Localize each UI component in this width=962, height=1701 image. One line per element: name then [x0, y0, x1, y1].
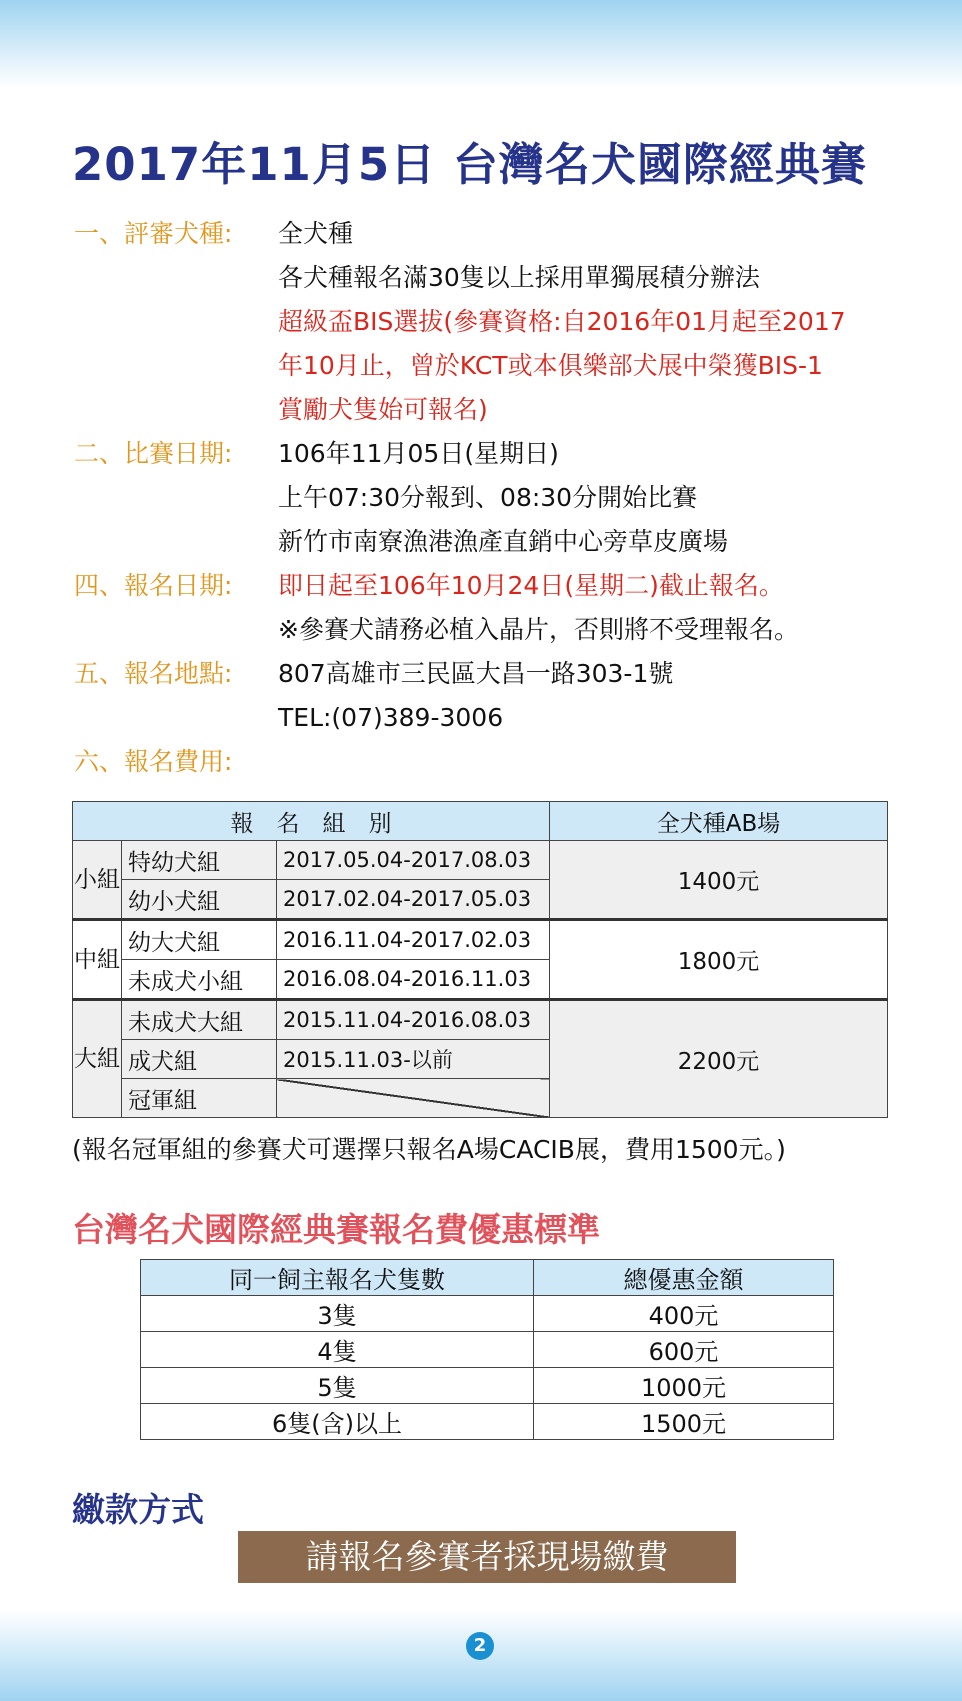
reg-date-deadline: 即日起至106年10月24日(星期二)截止報名。	[278, 571, 784, 600]
reg-date-label: 四、報名日期:	[74, 571, 233, 600]
discount-title: 台灣名犬國際經典賽報名費優惠標準	[72, 1210, 600, 1249]
date-label: 二、比賽日期:	[74, 439, 233, 468]
class-name: 幼小犬組	[122, 880, 277, 920]
discount-count: 4隻	[141, 1332, 534, 1368]
judging-label: 一、評審犬種:	[74, 219, 233, 248]
judging-section	[74, 212, 944, 432]
fee-label: 六、報名費用:	[74, 747, 233, 776]
class-name: 成犬組	[122, 1040, 277, 1079]
date-section	[74, 432, 944, 564]
payment-title: 繳款方式	[72, 1490, 204, 1529]
fee-section	[74, 740, 944, 784]
discount-count: 5隻	[141, 1368, 534, 1404]
date-line: 上午07:30分報到、08:30分開始比賽	[278, 483, 698, 512]
class-range: 2016.08.04-2016.11.03	[277, 960, 550, 1000]
discount-table	[140, 1259, 834, 1440]
info-list	[74, 212, 944, 784]
discount-header	[141, 1260, 834, 1296]
place-phone: TEL:(07)389-3006	[278, 703, 504, 732]
discount-amount: 1500元	[534, 1404, 834, 1440]
table-row	[141, 1332, 834, 1368]
place-address: 807高雄市三民區大昌一路303-1號	[278, 659, 674, 688]
date-line: 新竹市南寮漁港漁產直銷中心旁草皮廣場	[278, 527, 729, 556]
class-range: 2017.05.04-2017.08.03	[277, 841, 550, 880]
page-number-badge: 2	[466, 1632, 494, 1660]
class-range: 2017.02.04-2017.05.03	[277, 880, 550, 920]
discount-count: 3隻	[141, 1296, 534, 1332]
bis-note: 賞勵犬隻始可報名)	[278, 395, 488, 424]
group-medium: 中組	[73, 920, 122, 1000]
place-label: 五、報名地點:	[74, 659, 233, 688]
discount-header-count: 同一飼主報名犬隻數	[141, 1260, 534, 1296]
class-range: 2015.11.03-以前	[277, 1040, 550, 1079]
table-row	[73, 1000, 888, 1040]
table-row	[141, 1296, 834, 1332]
table-row	[141, 1404, 834, 1440]
judging-line: 各犬種報名滿30隻以上採用單獨展積分辦法	[278, 263, 760, 292]
table-row	[141, 1368, 834, 1404]
class-range: 2015.11.04-2016.08.03	[277, 1000, 550, 1040]
header-group: 報 名 組 別	[73, 802, 550, 841]
discount-amount: 1000元	[534, 1368, 834, 1404]
champion-note: (報名冠軍組的參賽犬可選擇只報名A場CACIB展，費用1500元。)	[72, 1135, 786, 1164]
table-row	[73, 841, 888, 880]
class-name: 幼大犬組	[122, 920, 277, 960]
class-range: 2016.11.04-2017.02.03	[277, 920, 550, 960]
top-decor-band	[0, 0, 962, 88]
payment-method-box: 請報名參賽者採現場繳費	[238, 1531, 736, 1583]
group-large: 大組	[73, 1000, 122, 1118]
table-row	[73, 920, 888, 960]
discount-amount: 600元	[534, 1332, 834, 1368]
registration-fee-table	[72, 801, 888, 1118]
class-name: 冠軍組	[122, 1079, 277, 1118]
fee-small: 1400元	[550, 841, 888, 920]
reg-date-section	[74, 564, 944, 652]
discount-amount: 400元	[534, 1296, 834, 1332]
bis-note: 年10月止，曾於KCT或本俱樂部犬展中榮獲BIS-1	[278, 351, 823, 380]
fee-medium: 1800元	[550, 920, 888, 1000]
bis-note: 超級盃BIS選拔(參賽資格:自2016年01月起至2017	[278, 307, 846, 336]
chip-note: ※參賽犬請務必植入晶片，否則將不受理報名。	[278, 615, 799, 644]
page-title: 2017年11月5日 台灣名犬國際經典賽	[72, 138, 867, 191]
empty-diagonal-cell	[277, 1079, 550, 1118]
header-fee: 全犬種AB場	[550, 802, 888, 841]
class-name: 特幼犬組	[122, 841, 277, 880]
discount-count: 6隻(含)以上	[141, 1404, 534, 1440]
group-small: 小組	[73, 841, 122, 920]
reg-table-header	[73, 802, 888, 841]
discount-header-amount: 總優惠金額	[534, 1260, 834, 1296]
judging-line: 全犬種	[278, 219, 354, 248]
date-line: 106年11月05日(星期日)	[278, 439, 559, 468]
class-name: 未成犬小組	[122, 960, 277, 1000]
fee-large: 2200元	[550, 1000, 888, 1118]
class-name: 未成犬大組	[122, 1000, 277, 1040]
place-section	[74, 652, 944, 740]
